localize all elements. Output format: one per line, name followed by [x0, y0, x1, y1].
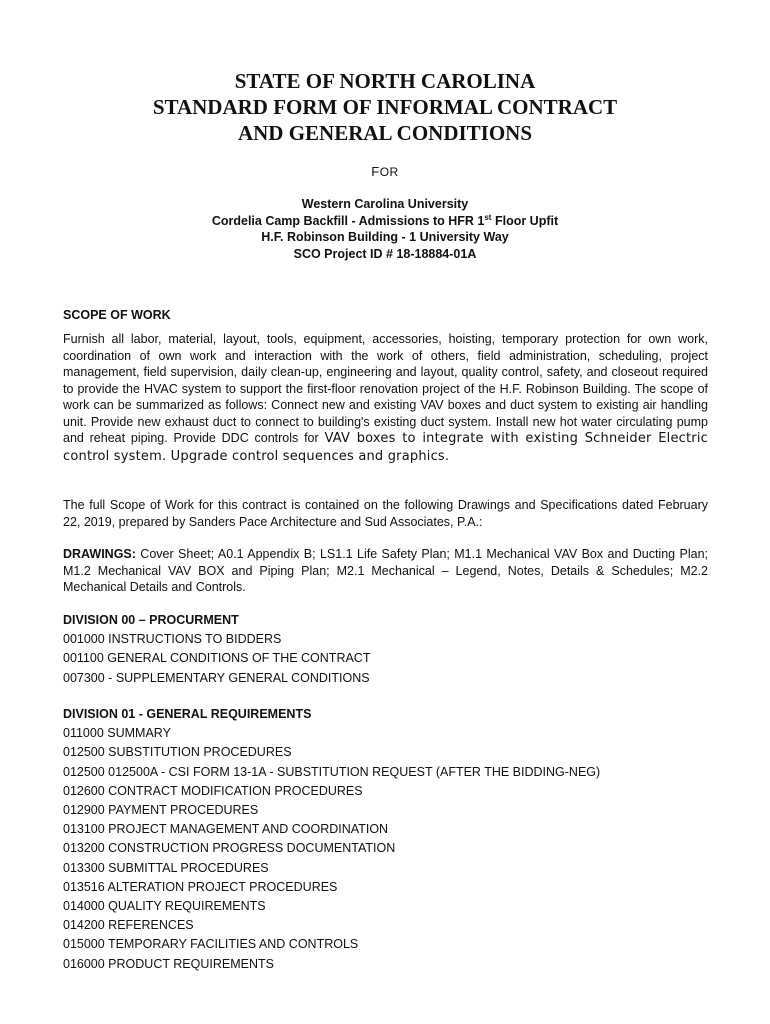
- scope-heading: SCOPE OF WORK: [63, 308, 171, 322]
- for-label-rest: OR: [379, 165, 399, 179]
- drawings-text: Cover Sheet; A0.1 Appendix B; LS1.1 Life Safety Plan; M1.1 Mechanical VAV Box and Ducting Plan; M1.2 Mechanical VAV BOX and Piping Plan; M2.1 Mechanical – Legend, Notes, Details & Schedules; M2.2 Mechanical Details and Controls.: [63, 547, 708, 594]
- scope-paragraph: [63, 331, 708, 465]
- list-item: 013100 PROJECT MANAGEMENT AND COORDINATION: [63, 822, 389, 837]
- list-item: 012500 SUBSTITUTION PROCEDURES: [63, 745, 292, 760]
- list-item: 007300 - SUPPLEMENTARY GENERAL CONDITIONS: [63, 670, 370, 685]
- project-owner: Western Carolina University: [301, 197, 469, 211]
- list-item: 015000 TEMPORARY FACILITIES AND CONTROLS: [63, 937, 359, 952]
- division-00-heading: DIVISION 00 – PROCURMENT: [63, 613, 239, 627]
- list-item: 001000 INSTRUCTIONS TO BIDDERS: [63, 632, 282, 647]
- list-item: 013300 SUBMITTAL PROCEDURES: [63, 860, 269, 875]
- project-sco-id: SCO Project ID # 18-18884-01A: [293, 246, 477, 261]
- list-item: 013200 CONSTRUCTION PROGRESS DOCUMENTATION: [63, 841, 396, 856]
- title-line-3: AND GENERAL CONDITIONS: [237, 121, 533, 145]
- list-item: 001100 GENERAL CONDITIONS OF THE CONTRACT: [63, 651, 371, 666]
- drawings-paragraph: [63, 546, 708, 596]
- scope-text-tail: VAV boxes to integrate with existing Schneider Electric control system. Upgrade control sequences and graphics.: [63, 431, 708, 464]
- project-building: H.F. Robinson Building - 1 University Way: [261, 230, 509, 244]
- list-item: 014000 QUALITY REQUIREMENTS: [63, 899, 266, 914]
- title-line-2: STANDARD FORM OF INFORMAL CONTRACT: [152, 95, 618, 119]
- full-scope-paragraph: The full Scope of Work for this contract is contained on the following Drawings and Specifications dated February 22, 2019, prepared by Sanders Pace Architecture and Sud Associates, P.A.:: [63, 498, 708, 529]
- list-item: 012900 PAYMENT PROCEDURES: [63, 803, 259, 818]
- list-item: 012500 012500A - CSI FORM 13-1A - SUBSTITUTION REQUEST (AFTER THE BIDDING-NEG): [63, 764, 601, 779]
- division-01-section: [63, 705, 708, 974]
- division-00-section: [63, 611, 708, 688]
- list-item: 013516 ALTERATION PROJECT PROCEDURES: [63, 879, 338, 894]
- list-item: 016000 PRODUCT REQUIREMENTS: [63, 956, 274, 971]
- list-item: 011000 SUMMARY: [63, 726, 171, 741]
- project-name: Cordelia Camp Backfill - Admissions to HFR 1st Floor Upfit: [211, 212, 559, 228]
- for-label-cap: F: [371, 164, 380, 179]
- division-01-heading: DIVISION 01 - GENERAL REQUIREMENTS: [63, 707, 312, 721]
- project-info: [0, 196, 770, 262]
- drawings-label: DRAWINGS:: [63, 547, 136, 561]
- document-title: [0, 68, 770, 146]
- title-line-1: STATE OF NORTH CAROLINA: [234, 69, 536, 93]
- for-label: [0, 164, 770, 179]
- list-item: 014200 REFERENCES: [63, 918, 194, 933]
- scope-text: Furnish all labor, material, layout, tools, equipment, accessories, hoisting, temporary protection for own work, coordination of own work and interaction with the work of others, field administration, scheduling, project management, field supervision, daily clean-up, engineering and layout, quality control, safety, and closeout required to provide the HVAC system to support the first-floor renovation project of the H.F. Robinson Building. The scope of work can be summarized as follows: Connect new and existing VAV boxes and duct system to existing air handling unit. Provide new exhaust duct to connect to building's existing duct system. Install new hot water circulating pump and reheat piping. Provide DDC controls for: [63, 332, 708, 445]
- list-item: 012600 CONTRACT MODIFICATION PROCEDURES: [63, 783, 363, 798]
